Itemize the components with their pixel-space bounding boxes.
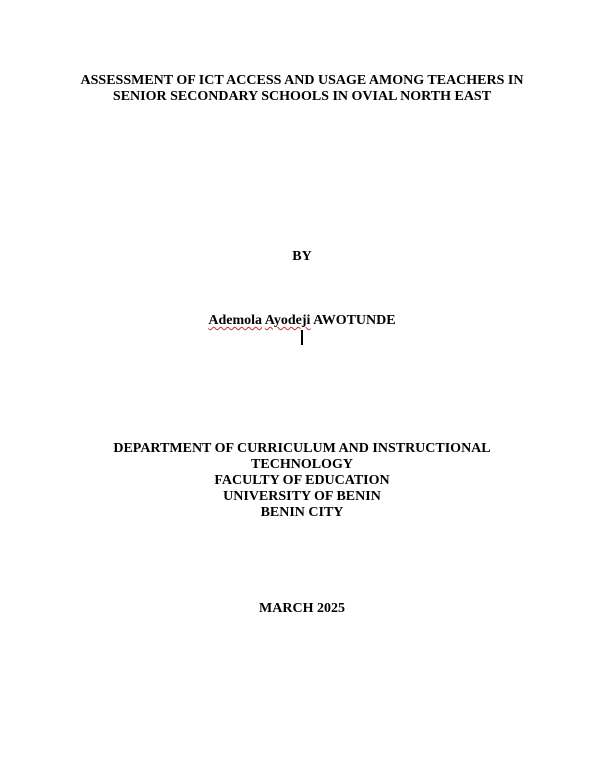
by-label: BY (292, 249, 312, 264)
author-surname: AWOTUNDE (313, 313, 396, 328)
university-line: UNIVERSITY OF BENIN (223, 489, 381, 504)
title-line-1: ASSESSMENT OF ICT ACCESS AND USAGE AMONG TEACHERS IN (80, 73, 524, 88)
department-line-1: DEPARTMENT OF CURRICULUM AND INSTRUCTIONAL (113, 441, 491, 456)
author-name (0, 313, 604, 329)
author-middle-name: Ayodeji (264, 313, 311, 328)
faculty-line: FACULTY OF EDUCATION (214, 473, 390, 488)
city-line: BENIN CITY (260, 505, 344, 520)
title-line-2: SENIOR SECONDARY SCHOOLS IN OVIAL NORTH EAST (112, 89, 492, 104)
author-first-name: Ademola (208, 313, 263, 328)
submission-date: MARCH 2025 (259, 601, 345, 616)
department-line-2: TECHNOLOGY (251, 457, 353, 472)
text-cursor (301, 330, 303, 345)
